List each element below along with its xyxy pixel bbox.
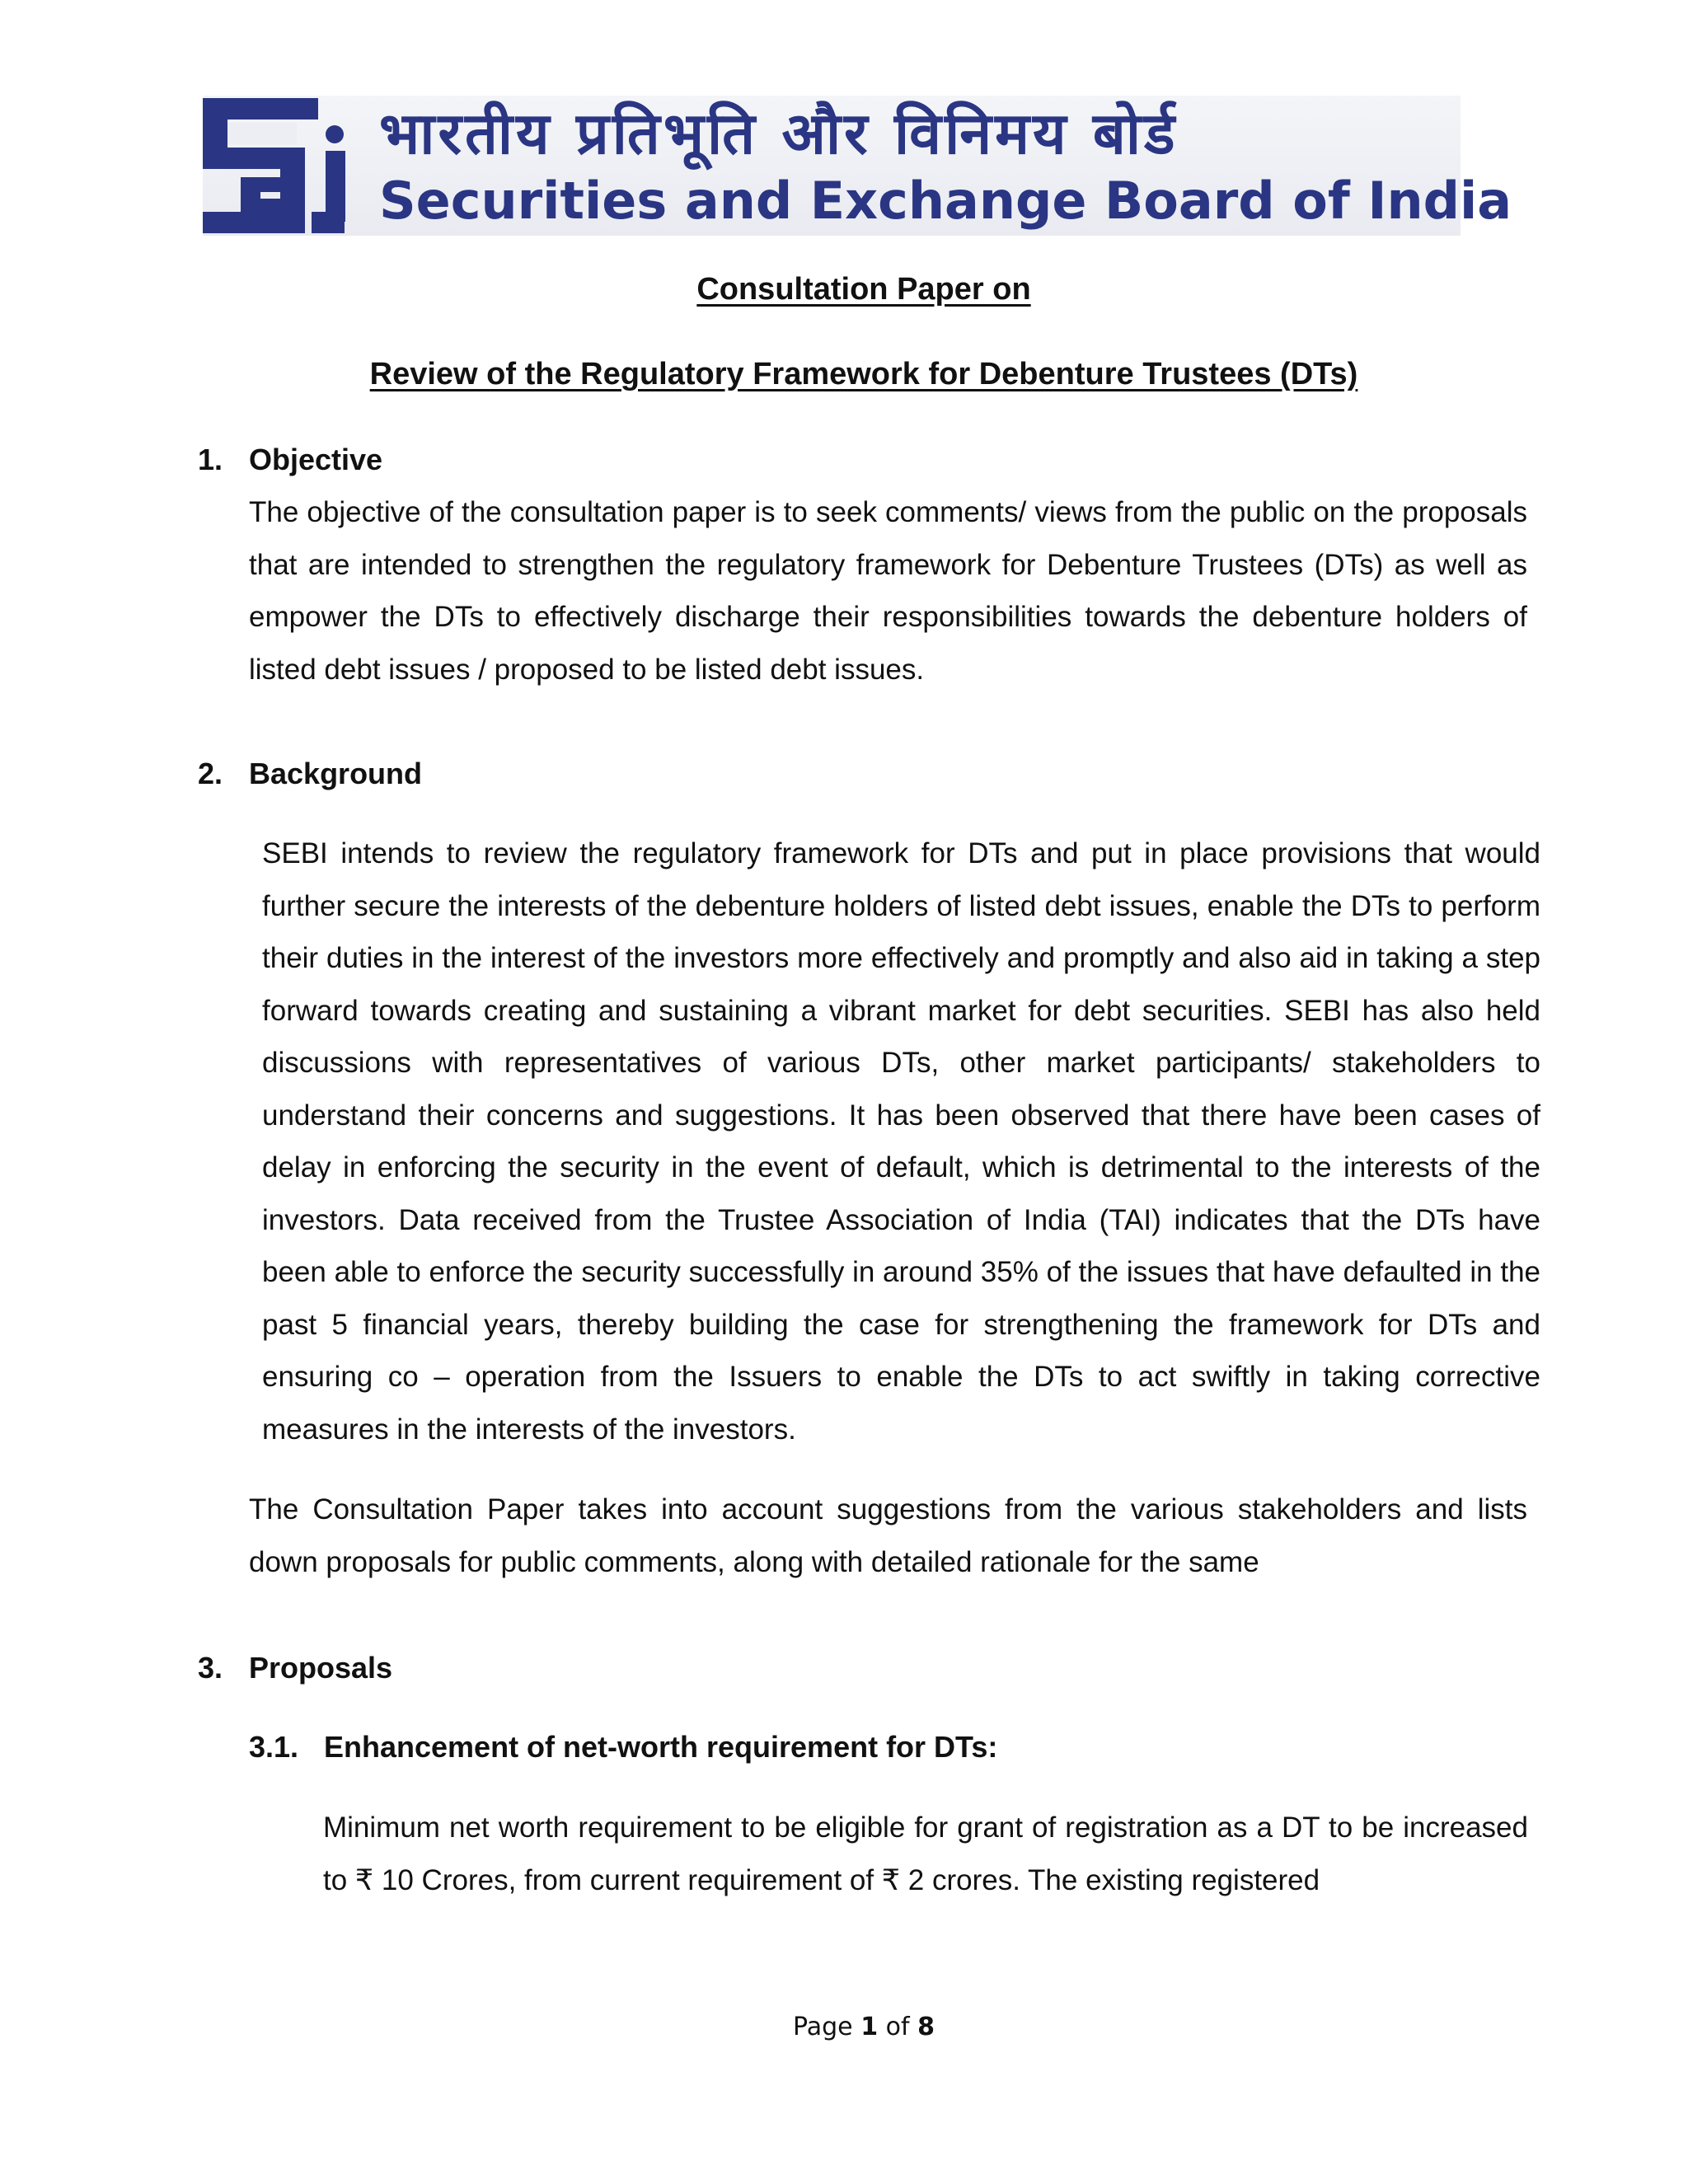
of-label: of — [885, 2013, 910, 2041]
section-1-heading: Objective — [249, 443, 383, 476]
page-label: Page — [793, 2013, 853, 2041]
section-1-number: 1. — [198, 443, 223, 476]
section-3-number: 3. — [198, 1651, 223, 1685]
background-paragraph-2: The Consultation Paper takes into account suggestions from the various stakeholders and lists down proposals for public comments, along with detailed rationale for the same — [249, 1493, 1527, 1578]
document-title-line1: Consultation Paper on — [696, 272, 1031, 307]
page-number: 1 — [860, 2013, 879, 2041]
subsection-3-1-heading: Enhancement of net-worth requirement for DTs: — [324, 1730, 998, 1764]
total-pages: 8 — [917, 2013, 935, 2041]
section-2-number: 2. — [198, 757, 223, 790]
document-title-line2: Review of the Regulatory Framework for Debenture Trustees (DTs) — [369, 357, 1358, 391]
section-3-heading: Proposals — [249, 1651, 393, 1685]
networth-paragraph: Minimum net worth requirement to be eligible for grant of registration as a DT to be increased to ₹ 10 Crores, from current requirement of ₹ 2 crores. The existing registered — [323, 1811, 1528, 1896]
sebi-logo — [203, 98, 347, 233]
english-org-name: Securities and Exchange Board of India — [379, 171, 1512, 231]
objective-paragraph: The objective of the consultation paper is to seek comments/ views from the public on the proposals that are intended to strengthen the regulatory framework for Debenture Trustees (DTs) as well as empower the DTs to effectively discharge their responsibilities towards the debenture holders of listed debt issues / proposed to be listed debt issues. — [249, 496, 1527, 686]
subsection-3-1-number: 3.1. — [249, 1730, 299, 1764]
background-paragraph: SEBI intends to review the regulatory framework for DTs and put in place provisions that would further secure the interests of the debenture holders of listed debt issues, enable the DTs to perform their duties in the interest of the investors more effectively and promptly and also aid in taking a step forward towards creating and sustaining a vibrant market for debt securities. SEBI has also held discussions with representatives of various DTs, other market participants/ stakeholders to understand their concerns and suggestions. It has been observed that there have been cases of delay in enforcing the security in the event of default, which is detrimental to the interests of the investors. Data received from the Trustee Association of India (TAI) indicates that the DTs have been able to enforce the security successfully in around 35% of the issues that have defaulted in the past 5 financial years, thereby building the case for strengthening the framework for DTs and ensuring co – operation from the Issuers to enable the DTs to act swiftly in taking corrective measures in the interests of the investors. — [262, 837, 1540, 1446]
page-footer — [0, 2013, 1688, 2041]
section-2-heading: Background — [249, 757, 423, 790]
header-banner — [203, 96, 1512, 236]
hindi-org-name: भारतीय प्रतिभूति और विनिमय बोर्ड — [379, 100, 1179, 167]
